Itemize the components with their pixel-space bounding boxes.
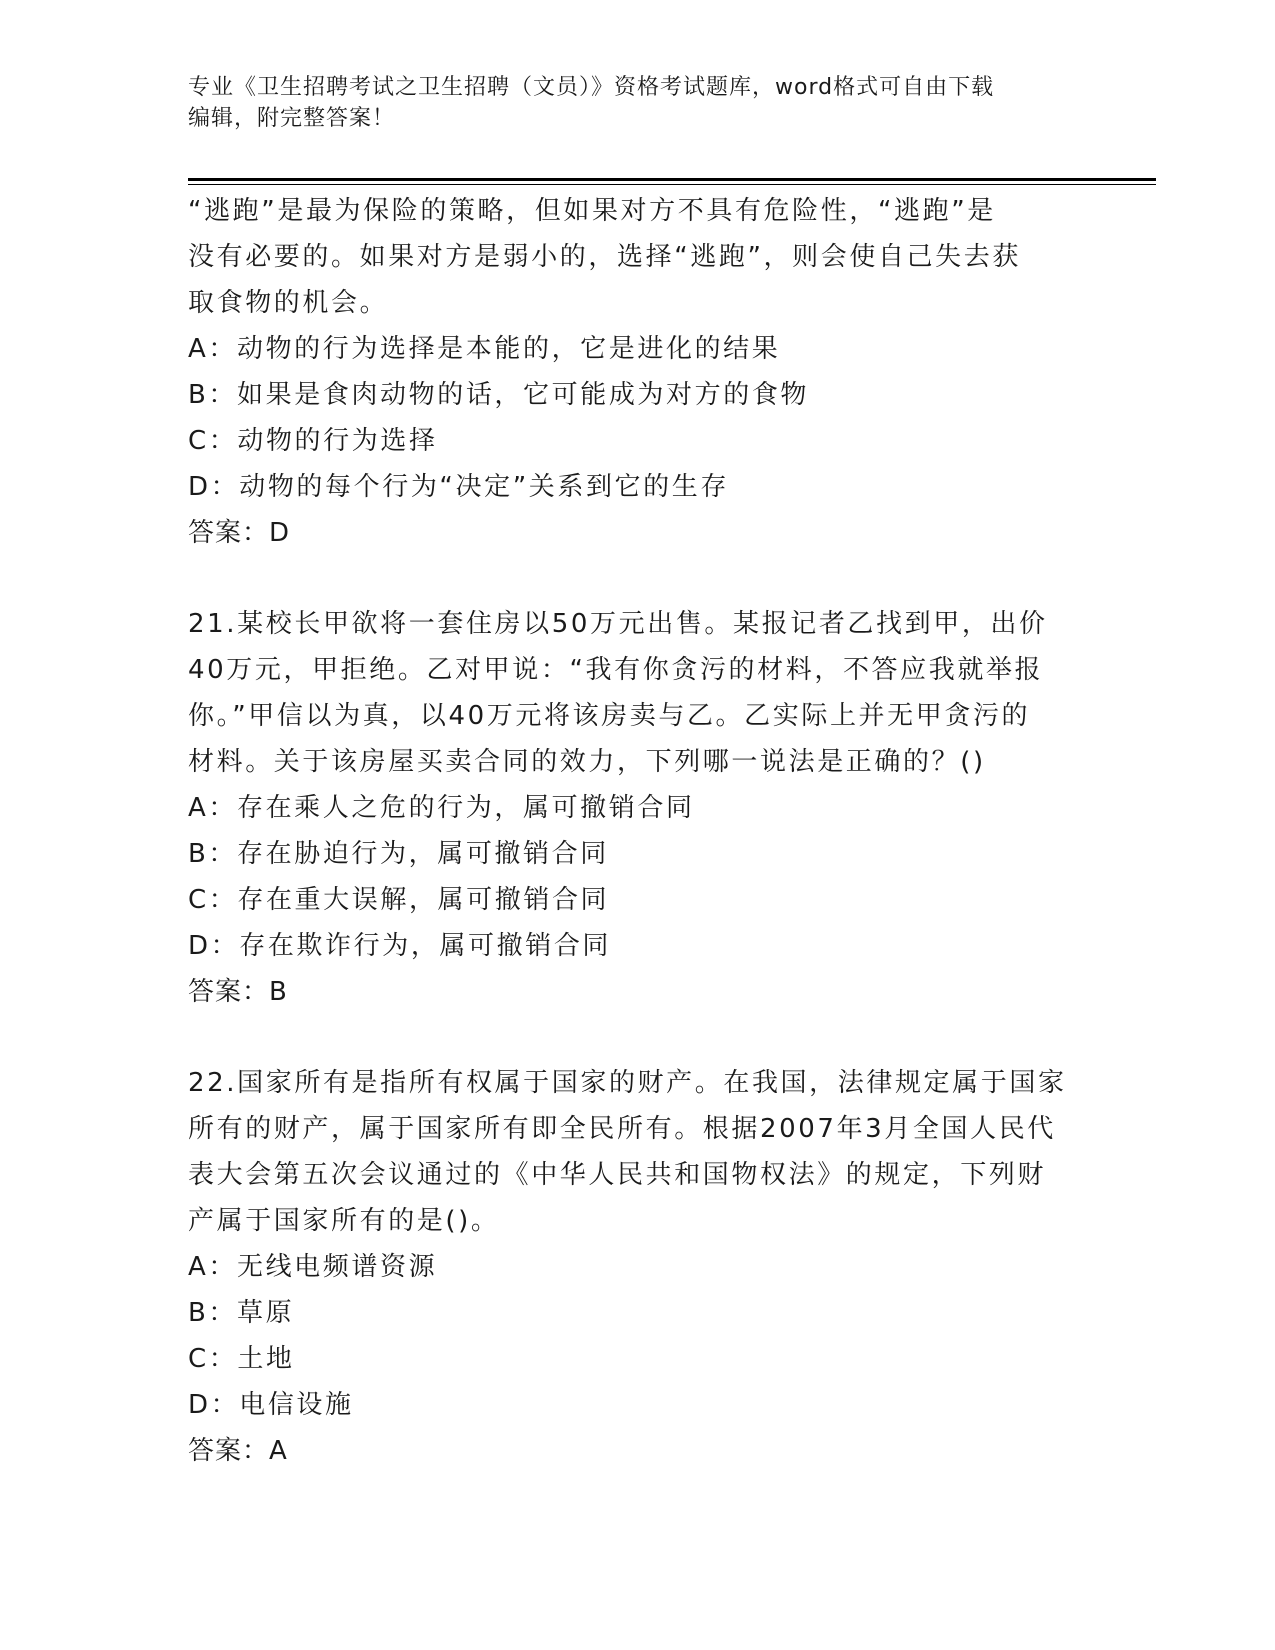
- header-line-1: 专业《卫生招聘考试之卫生招聘（文员）》资格考试题库，word格式可自由下载: [188, 75, 995, 100]
- answer-line: 答案：B: [188, 977, 288, 1007]
- option-c: C：动物的行为选择: [188, 426, 438, 456]
- question-stem-line: 所有的财产，属于国家所有即全民所有。根据2007年3月全国人民代: [188, 1114, 1056, 1144]
- question-stem-line: 没有必要的。如果对方是弱小的，选择“逃跑”，则会使自己失去获: [188, 242, 1021, 272]
- option-b: B：如果是食肉动物的话，它可能成为对方的食物: [188, 380, 810, 410]
- question-stem-line: 40万元，甲拒绝。乙对甲说：“我有你贪污的材料，不答应我就举报: [188, 655, 1044, 685]
- option-a: A：动物的行为选择是本能的，它是进化的结果: [188, 334, 781, 364]
- option-b: B：存在胁迫行为，属可撤销合同: [188, 839, 609, 869]
- question-stem-line: 21.某校长甲欲将一套住房以50万元出售。某报记者乙找到甲，出价: [188, 609, 1048, 639]
- question-list: [188, 188, 1078, 1474]
- option-d: D：存在欺诈行为，属可撤销合同: [188, 931, 612, 961]
- option-c: C：土地: [188, 1344, 295, 1374]
- option-b: B：草原: [188, 1298, 295, 1328]
- question-20: [188, 188, 1078, 556]
- question-spacer: [188, 556, 1078, 601]
- option-d: D：动物的每个行为“决定”关系到它的生存: [188, 472, 729, 502]
- question-stem-line: 产属于国家所有的是()。: [188, 1206, 500, 1236]
- question-stem-line: 22.国家所有是指所有权属于国家的财产。在我国，法律规定属于国家: [188, 1068, 1067, 1098]
- answer-line: 答案：A: [188, 1436, 288, 1466]
- header-rule-thin: [188, 184, 1156, 185]
- question-stem-line: 材料。关于该房屋买卖合同的效力，下列哪一说法是正确的？(): [188, 747, 986, 777]
- option-a: A：无线电频谱资源: [188, 1252, 438, 1282]
- option-d: D：电信设施: [188, 1390, 354, 1420]
- question-stem-line: 取食物的机会。: [188, 288, 389, 318]
- question-22: [188, 1060, 1078, 1474]
- header-line-2: 编辑，附完整答案！: [188, 106, 396, 131]
- question-stem-line: 表大会第五次会议通过的《中华人民共和国物权法》的规定，下列财: [188, 1160, 1047, 1190]
- question-spacer: [188, 1015, 1078, 1060]
- question-21: [188, 601, 1078, 1015]
- page-header: [188, 72, 1068, 134]
- question-stem-line: 你。”甲信以为真，以40万元将该房卖与乙。乙实际上并无甲贪污的: [188, 701, 1031, 731]
- option-a: A：存在乘人之危的行为，属可撤销合同: [188, 793, 695, 823]
- question-stem-line: “逃跑”是最为保险的策略，但如果对方不具有危险性，“逃跑”是: [188, 196, 996, 226]
- answer-line: 答案：D: [188, 518, 291, 548]
- option-c: C：存在重大误解，属可撤销合同: [188, 885, 610, 915]
- header-rule-thick: [188, 178, 1156, 181]
